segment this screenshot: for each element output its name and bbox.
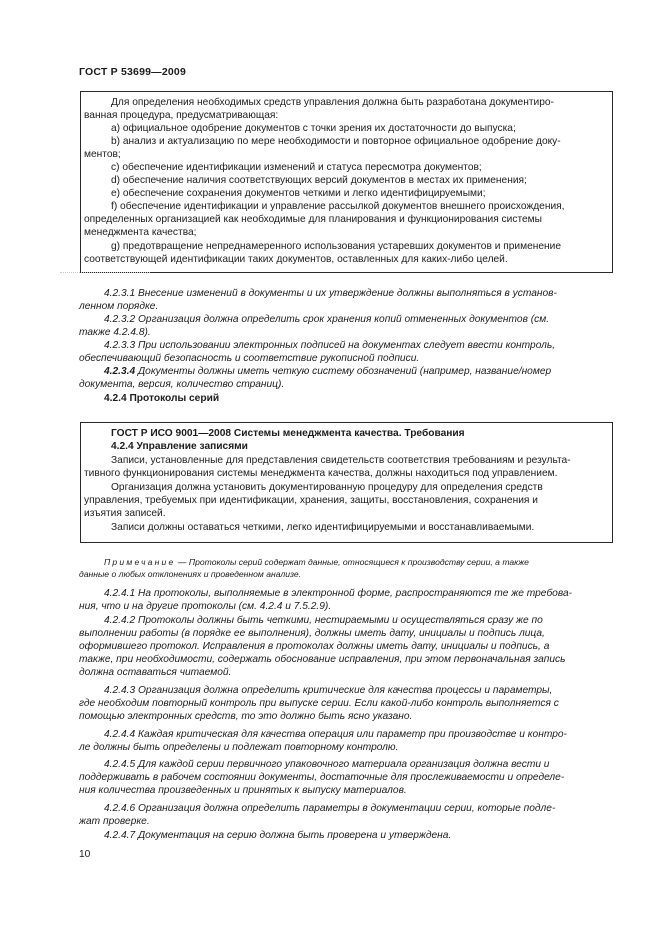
clause-4-2-4-2-cont1: выполнении работы (в порядке ее выполнения), должны иметь дату, инициалы и подпись лица,	[79, 628, 545, 639]
clause-4-2-4-5-cont2: ния количества произведенных и принятых к выпуску материалов.	[79, 785, 407, 796]
clause-4-2-4-4-cont: ле должны быть определены и подлежат повторному контролю.	[79, 742, 399, 753]
clause-4-2-4-6-cont: жат проверке.	[79, 816, 150, 827]
scan-artifact	[60, 272, 150, 274]
note-line-2: данные о любых отклонениях и проведенном анализе.	[79, 569, 302, 579]
box1-item-b: b) анализ и актуализацию по мере необходимости и повторное официальное одобрение доку-	[111, 136, 561, 147]
box2-line-6: Записи должны оставаться четкими, легко идентифицируемыми и восстанавливаемыми.	[111, 522, 535, 533]
box1-item-f-cont1: определенных организацией как необходимые для планирования и функционирования системы	[84, 214, 542, 225]
box2-subtitle: 4.2.4 Управление записями	[111, 441, 248, 452]
clause-4-2-3-1-cont: ленном порядке.	[79, 301, 159, 312]
box1-line-2: ванная процедура, предусматривающая:	[84, 110, 279, 121]
note-label: Примечание	[104, 557, 176, 567]
clause-4-2-4-1: 4.2.4.1 На протоколы, выполняемые в электронной форме, распространяются те же требова-	[104, 588, 572, 599]
box2-line-3: Организация должна установить документированную процедуру для определения средств	[111, 482, 543, 493]
clause-4-2-4-7: 4.2.4.7 Документация на серию должна быть проверена и утверждена.	[104, 830, 452, 841]
box2-line-1: Записи, установленные для представления свидетельств соответствия требованиям и результа-	[111, 455, 571, 466]
note-line-1	[104, 557, 529, 569]
note-text: — Протоколы серий содержат данные, относящиеся к производству серии, а также	[175, 557, 529, 567]
box1-item-g-cont: соответствующей идентификации таких документов, оставленных для каких-либо целей.	[84, 254, 508, 265]
box1-item-f-cont2: менеджмента качества;	[84, 227, 197, 238]
box2-line-5: изъятия записей.	[84, 508, 166, 519]
clause-4-2-3-1: 4.2.3.1 Внесение изменений в документы и их утверждение должны выполняться в установ-	[104, 288, 557, 299]
box1-item-e: е) обеспечение сохранения документов четкими и легко идентифицируемыми;	[111, 188, 486, 199]
clause-4-2-3-4-number: 4.2.3.4	[104, 366, 136, 377]
clause-4-2-3-4-text: Документы должны иметь четкую систему обозначений (например, название/номер	[135, 366, 552, 377]
box1-item-a: а) официальное одобрение документов с точки зрения их достаточности до выпуска;	[111, 123, 516, 134]
box1-item-f: f) обеспечение идентификации и управление рассылкой документов внешнего происхождения,	[111, 201, 565, 212]
box2-title: ГОСТ Р ИСО 9001—2008 Системы менеджмента качества. Требования	[111, 428, 465, 439]
clause-4-2-4-2-cont3: также, при необходимости, содержать обоснование исправления, при этом первоначальная запись	[79, 654, 566, 665]
page-number: 10	[79, 849, 91, 860]
clause-4-2-4-3-cont1: где необходим повторный контроль при выпуске серии. Если какой-либо контроль выполняется с	[79, 698, 559, 709]
box1-line-1: Для определения необходимых средств управления должна быть разработана документиро-	[111, 97, 554, 108]
clause-4-2-3-2: 4.2.3.2 Организация должна определить срок хранения копий отмененных документов (см.	[104, 314, 550, 325]
clause-4-2-4-3-cont2: помощью электронных средств, то это должно быть ясно указано.	[79, 711, 413, 722]
section-heading-4-2-4: 4.2.4 Протоколы серий	[104, 393, 220, 404]
clause-4-2-4-6: 4.2.4.6 Организация должна определить параметры в документации серии, которые подле-	[104, 803, 556, 814]
clause-4-2-3-4	[104, 366, 551, 379]
clause-4-2-3-2-cont: также 4.2.4.8).	[79, 327, 151, 338]
clause-4-2-4-2-cont4: должна оставаться читаемой.	[79, 667, 232, 678]
clause-4-2-4-2: 4.2.4.2 Протоколы должны быть четкими, нестираемыми и осуществляться сразу же по	[104, 615, 543, 626]
box2-line-2: тивного функционирования системы менеджмента качества, должны находиться под управлением.	[84, 468, 558, 479]
box1-item-b-cont: ментов;	[84, 149, 121, 160]
box2-line-4: управления, требуемых при идентификации, хранения, защиты, восстановления, сохранения и	[84, 495, 538, 506]
clause-4-2-4-3: 4.2.4.3 Организация должна определить критические для качества процессы и параметры,	[104, 685, 553, 696]
box1-item-c: с) обеспечение идентификации изменений и статуса пересмотра документов;	[111, 162, 482, 173]
clause-4-2-3-3: 4.2.3.3 При использовании электронных подписей на документах следует ввести контроль,	[104, 340, 556, 351]
clause-4-2-3-4-cont: документа, версия, количество страниц).	[79, 379, 285, 390]
clause-4-2-4-1-cont: ния, что и на другие протоколы (см. 4.2.4 и 7.5.2.9).	[79, 601, 332, 612]
document-header: ГОСТ Р 53699—2009	[79, 66, 187, 78]
clause-4-2-4-2-cont2: оформившего протокол. Исправления в протоколах должны иметь дату, инициалы и подпись, а	[79, 641, 550, 652]
box1-item-g: g) предотвращение непреднамеренного использования устаревших документов и применение	[111, 241, 562, 252]
clause-4-2-4-5: 4.2.4.5 Для каждой серии первичного упаковочного материала организация должна вести и	[104, 759, 550, 770]
box1-item-d: d) обеспечение наличия соответствующих версий документов в местах их применения;	[111, 175, 527, 186]
clause-4-2-3-3-cont: обеспечивающий безопасность и соответствие рукописной подписи.	[79, 353, 420, 364]
clause-4-2-4-4: 4.2.4.4 Каждая критическая для качества операция или параметр при производстве и контро-	[104, 729, 567, 740]
clause-4-2-4-5-cont1: поддерживать в рабочем состоянии документы, достаточные для прослеживаемости и определе-	[79, 772, 565, 783]
